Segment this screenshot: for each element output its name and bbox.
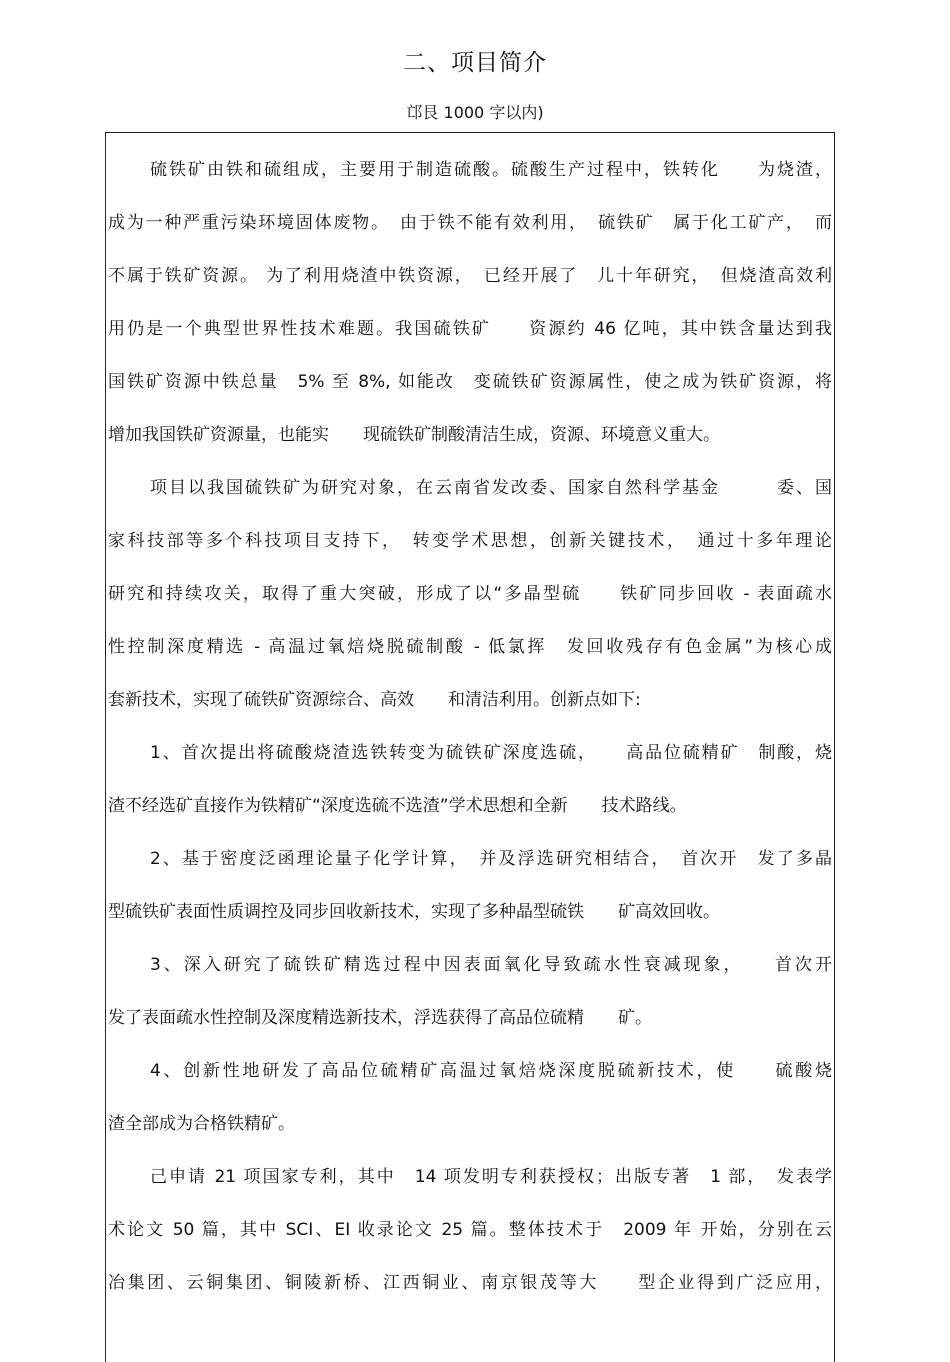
paragraph-line: 套新技术，实现了硫铁矿资源综合、高效 和清洁利用。创新点如下: [108, 690, 641, 710]
page-title: 二、项目简介 [403, 50, 547, 76]
page-subtitle: 邙艮 1000 字以内) [406, 103, 544, 122]
paragraph-line: 增加我国铁矿资源量，也能实 现硫铁矿制酸清洁生成，资源、环境意义重大。 [108, 425, 720, 445]
paragraph-line: 1、首次提出将硫酸烧渣选铁转变为硫铁矿深度选硫， 高品位硫精矿 制酸，烧 [150, 743, 832, 763]
paragraph-line: 项目以我国硫铁矿为研究对象，在云南省发改委、国家自然科学基金 委、国 [150, 478, 832, 498]
paragraph-line: 2、基于密度泛函理论量子化学计算， 并及浮选研究相结合， 首次开 发了多晶 [150, 849, 832, 869]
paragraph-line: 发了表面疏水性控制及深度精选新技术，浮选获得了高品位硫精 矿。 [108, 1008, 652, 1028]
paragraph-line: 渣全部成为合格铁精矿。 [108, 1114, 295, 1134]
paragraph-line: 用仍是一个典型世界性技术难题。我国硫铁矿 资源约 46 亿吨，其中铁含量达到我 [108, 319, 832, 339]
paragraph-line: 不属于铁矿资源。 为了利用烧渣中铁资源， 已经开展了 儿十年研究， 但烧渣高效利 [108, 266, 832, 286]
paragraph-line: 家科技部等多个科技项目支持下， 转变学术思想，创新关键技术， 通过十多年理论 [108, 531, 832, 551]
content-box [105, 132, 835, 1362]
paragraph-line: 3、深入研究了硫铁矿精选过程中因表面氧化导致疏水性衰减现象， 首次开 [150, 955, 832, 975]
paragraph-line: 型硫铁矿表面性质调控及同步回收新技术，实现了多种晶型硫铁 矿高效回收。 [108, 902, 720, 922]
paragraph-line: 4、创新性地研发了高品位硫精矿高温过氧焙烧深度脱硫新技术，使 硫酸烧 [150, 1061, 832, 1081]
paragraph-line: 冶集团、云铜集团、铜陵新桥、江西铜业、南京银茂等大 型企业得到广泛应用， [108, 1273, 832, 1293]
paragraph-line: 硫铁矿由铁和硫组成，主要用于制造硫酸。硫酸生产过程中，铁转化 为烧渣， [150, 160, 832, 180]
paragraph-line: 己申请 21 项国家专利，其中 14 项发明专利获授权；出版专著 1 部， 发表学 [150, 1167, 832, 1187]
paragraph-line: 国铁矿资源中铁总量 5% 至 8%, 如能改 变硫铁矿资源属性，使之成为铁矿资源，将 [108, 372, 832, 392]
paragraph-line: 研究和持续攻关，取得了重大突破，形成了以“多晶型硫 铁矿同步回收 - 表面疏水 [108, 584, 832, 604]
paragraph-line: 成为一种严重污染环境固体废物。 由于铁不能有效利用， 硫铁矿 属于化工矿产， 而 [108, 213, 832, 233]
paragraph-line: 术论文 50 篇，其中 SCI、EI 收录论文 25 篇。整体技术于 2009 年 开始，分别在云 [108, 1220, 832, 1240]
paragraph-line: 性控制深度精选 - 高温过氧焙烧脱硫制酸 - 低氯挥 发回收残存有色金属”为核心成 [108, 637, 832, 657]
paragraph-line: 渣不经选矿直接作为铁精矿“深度选硫不选渣”学术思想和全新 技术路线。 [108, 796, 687, 816]
